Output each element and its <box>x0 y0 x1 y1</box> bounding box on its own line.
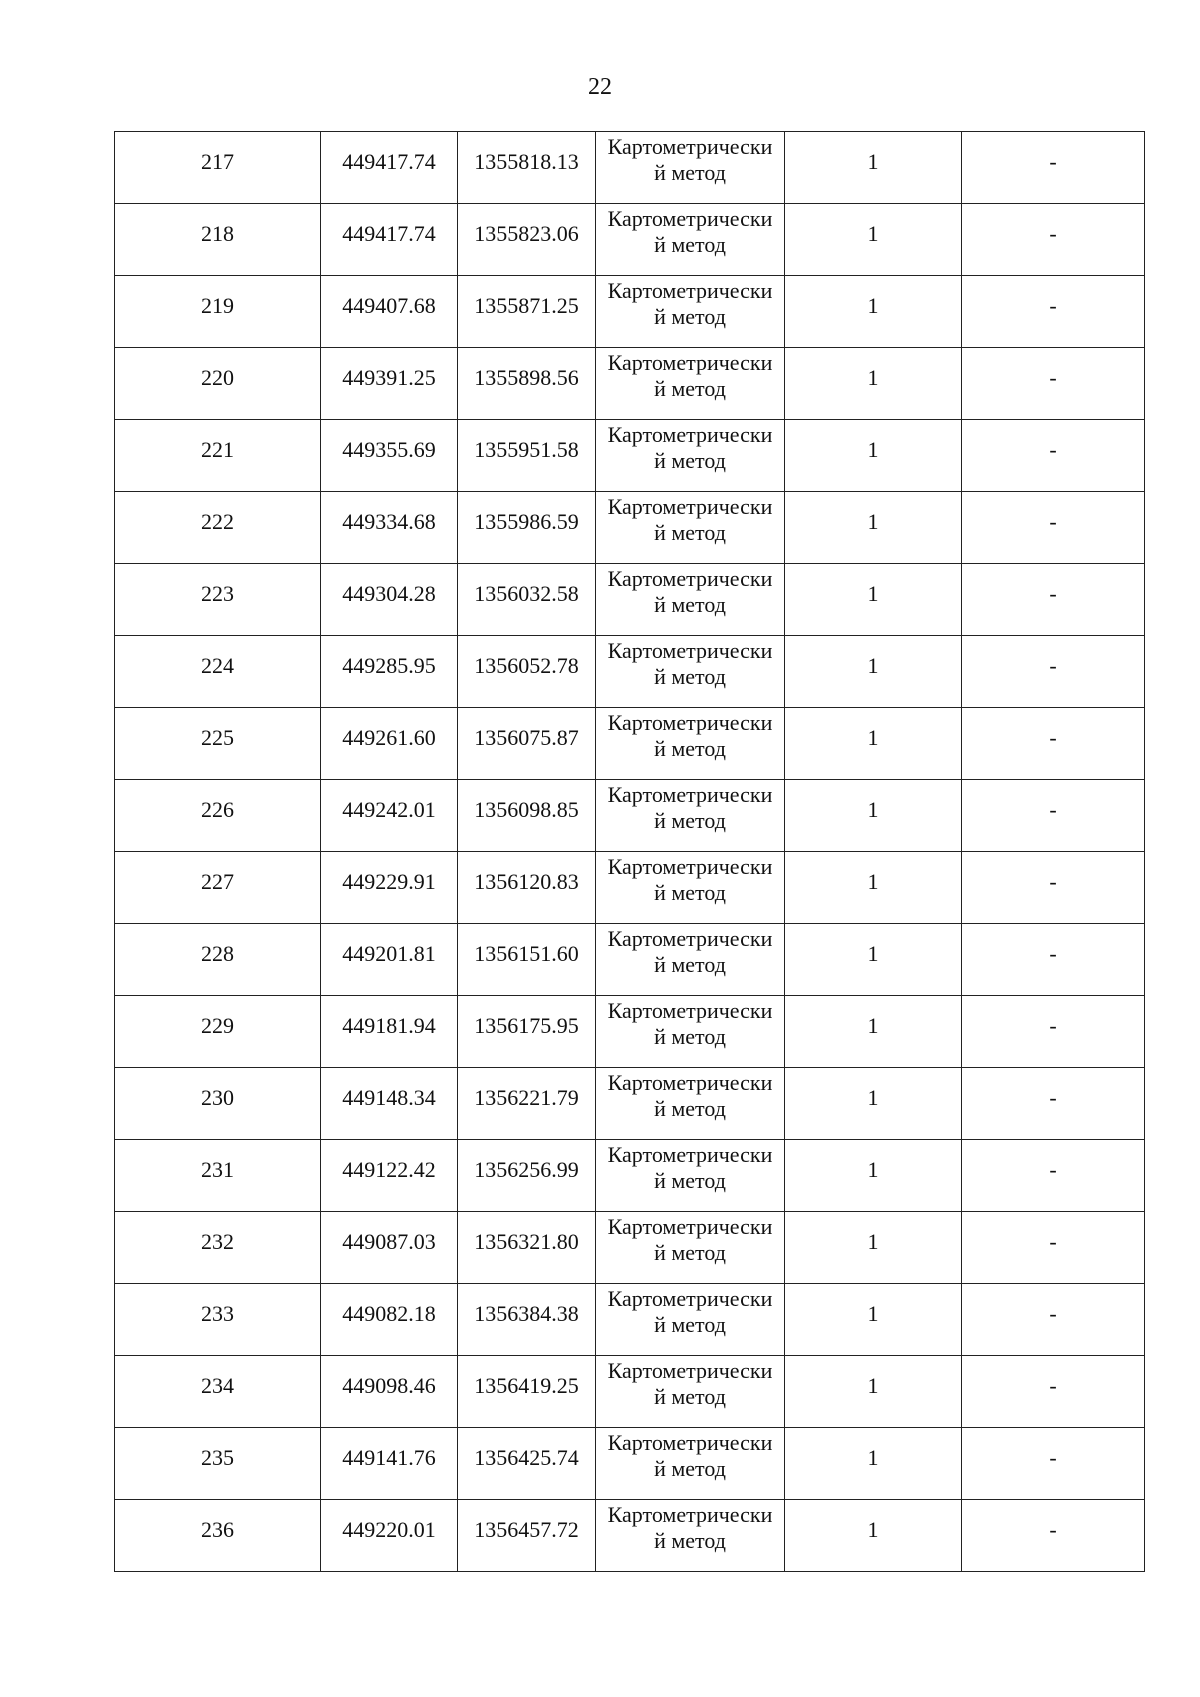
x-coordinate-cell <box>321 852 458 924</box>
method-text-line-1: Картометрически <box>607 1358 773 1383</box>
method-text-line-2: й метод <box>654 808 726 833</box>
accuracy-cell <box>785 1284 962 1356</box>
method-text-line-2: й метод <box>654 1240 726 1265</box>
method-cell <box>596 564 785 636</box>
description-cell <box>962 276 1145 348</box>
point-number-cell <box>115 1284 321 1356</box>
table-row <box>115 1212 1145 1284</box>
point-number-value: 229 <box>201 1013 234 1038</box>
x-coordinate-cell <box>321 564 458 636</box>
method-cell <box>596 1140 785 1212</box>
y-coordinate-cell <box>458 132 596 204</box>
y-coordinate-cell <box>458 780 596 852</box>
point-number-value: 219 <box>201 293 234 318</box>
method-text-line-2: й метод <box>654 1168 726 1193</box>
x-coordinate-cell <box>321 132 458 204</box>
point-number-value: 235 <box>201 1445 234 1470</box>
description-cell <box>962 996 1145 1068</box>
accuracy-value: 1 <box>867 365 879 390</box>
method-text-line-1: Картометрически <box>607 206 773 231</box>
table-row <box>115 492 1145 564</box>
accuracy-value: 1 <box>867 653 879 678</box>
description-cell <box>962 564 1145 636</box>
y-coordinate-value: 1356052.78 <box>474 653 579 678</box>
method-cell <box>596 204 785 276</box>
description-value: - <box>1049 1517 1057 1542</box>
accuracy-cell <box>785 276 962 348</box>
y-coordinate-cell <box>458 420 596 492</box>
description-value: - <box>1049 653 1057 678</box>
accuracy-cell <box>785 708 962 780</box>
description-value: - <box>1049 221 1057 246</box>
x-coordinate-value: 449220.01 <box>342 1517 436 1542</box>
description-cell <box>962 1500 1145 1572</box>
method-text-line-2: й метод <box>654 1384 726 1409</box>
accuracy-value: 1 <box>867 293 879 318</box>
method-text-line-1: Картометрически <box>607 1286 773 1311</box>
description-value: - <box>1049 1301 1057 1326</box>
x-coordinate-value: 449334.68 <box>342 509 436 534</box>
table-row <box>115 924 1145 996</box>
accuracy-cell <box>785 852 962 924</box>
y-coordinate-cell <box>458 1428 596 1500</box>
x-coordinate-value: 449391.25 <box>342 365 436 390</box>
description-value: - <box>1049 941 1057 966</box>
description-value: - <box>1049 1373 1057 1398</box>
point-number-cell <box>115 492 321 564</box>
table-row <box>115 132 1145 204</box>
accuracy-value: 1 <box>867 1301 879 1326</box>
table-row <box>115 1284 1145 1356</box>
description-value: - <box>1049 1445 1057 1470</box>
method-text-line-1: Картометрически <box>607 1214 773 1239</box>
x-coordinate-value: 449148.34 <box>342 1085 436 1110</box>
accuracy-value: 1 <box>867 1157 879 1182</box>
x-coordinate-cell <box>321 1356 458 1428</box>
y-coordinate-value: 1356075.87 <box>474 725 579 750</box>
method-cell <box>596 780 785 852</box>
point-number-value: 226 <box>201 797 234 822</box>
method-cell <box>596 276 785 348</box>
accuracy-value: 1 <box>867 437 879 462</box>
accuracy-cell <box>785 420 962 492</box>
point-number-value: 236 <box>201 1517 234 1542</box>
point-number-cell <box>115 1212 321 1284</box>
y-coordinate-cell <box>458 636 596 708</box>
description-cell <box>962 780 1145 852</box>
y-coordinate-value: 1356457.72 <box>474 1517 579 1542</box>
accuracy-cell <box>785 636 962 708</box>
description-value: - <box>1049 293 1057 318</box>
coordinates-table <box>114 131 1145 1572</box>
description-value: - <box>1049 1157 1057 1182</box>
y-coordinate-cell <box>458 1140 596 1212</box>
x-coordinate-cell <box>321 276 458 348</box>
method-text-line-2: й метод <box>654 160 726 185</box>
description-cell <box>962 132 1145 204</box>
table-row <box>115 1068 1145 1140</box>
description-value: - <box>1049 581 1057 606</box>
table-row <box>115 1356 1145 1428</box>
description-cell <box>962 852 1145 924</box>
accuracy-value: 1 <box>867 1373 879 1398</box>
x-coordinate-value: 449242.01 <box>342 797 436 822</box>
description-value: - <box>1049 869 1057 894</box>
method-text-line-1: Картометрически <box>607 422 773 447</box>
method-text-line-2: й метод <box>654 304 726 329</box>
accuracy-value: 1 <box>867 581 879 606</box>
y-coordinate-value: 1355986.59 <box>474 509 579 534</box>
point-number-cell <box>115 420 321 492</box>
method-cell <box>596 492 785 564</box>
description-value: - <box>1049 365 1057 390</box>
accuracy-cell <box>785 204 962 276</box>
method-text-line-2: й метод <box>654 376 726 401</box>
x-coordinate-value: 449098.46 <box>342 1373 436 1398</box>
table-row <box>115 1140 1145 1212</box>
accuracy-value: 1 <box>867 869 879 894</box>
accuracy-cell <box>785 1356 962 1428</box>
point-number-cell <box>115 996 321 1068</box>
y-coordinate-value: 1356175.95 <box>474 1013 579 1038</box>
accuracy-value: 1 <box>867 1517 879 1542</box>
method-cell <box>596 132 785 204</box>
description-value: - <box>1049 509 1057 534</box>
description-cell <box>962 1284 1145 1356</box>
accuracy-value: 1 <box>867 221 879 246</box>
method-text-line-1: Картометрически <box>607 1502 773 1527</box>
x-coordinate-cell <box>321 1212 458 1284</box>
x-coordinate-value: 449407.68 <box>342 293 436 318</box>
point-number-value: 217 <box>201 149 234 174</box>
method-text-line-2: й метод <box>654 232 726 257</box>
point-number-value: 232 <box>201 1229 234 1254</box>
table-row <box>115 420 1145 492</box>
table-body <box>115 132 1145 1572</box>
description-cell <box>962 1428 1145 1500</box>
y-coordinate-cell <box>458 1284 596 1356</box>
description-cell <box>962 1356 1145 1428</box>
x-coordinate-value: 449285.95 <box>342 653 436 678</box>
method-text-line-2: й метод <box>654 736 726 761</box>
point-number-cell <box>115 132 321 204</box>
point-number-value: 223 <box>201 581 234 606</box>
method-text-line-2: й метод <box>654 952 726 977</box>
method-text-line-2: й метод <box>654 1024 726 1049</box>
x-coordinate-value: 449261.60 <box>342 725 436 750</box>
y-coordinate-cell <box>458 492 596 564</box>
method-text-line-1: Картометрически <box>607 998 773 1023</box>
point-number-cell <box>115 780 321 852</box>
y-coordinate-value: 1356321.80 <box>474 1229 579 1254</box>
x-coordinate-value: 449355.69 <box>342 437 436 462</box>
x-coordinate-cell <box>321 204 458 276</box>
accuracy-value: 1 <box>867 1445 879 1470</box>
description-cell <box>962 924 1145 996</box>
description-cell <box>962 204 1145 276</box>
description-cell <box>962 1140 1145 1212</box>
accuracy-cell <box>785 348 962 420</box>
accuracy-value: 1 <box>867 797 879 822</box>
point-number-cell <box>115 1356 321 1428</box>
y-coordinate-value: 1356425.74 <box>474 1445 579 1470</box>
description-value: - <box>1049 797 1057 822</box>
accuracy-cell <box>785 1500 962 1572</box>
y-coordinate-value: 1356151.60 <box>474 941 579 966</box>
method-cell <box>596 1284 785 1356</box>
description-cell <box>962 348 1145 420</box>
x-coordinate-value: 449417.74 <box>342 221 436 246</box>
method-cell <box>596 1356 785 1428</box>
table-row <box>115 348 1145 420</box>
method-text-line-2: й метод <box>654 592 726 617</box>
y-coordinate-cell <box>458 996 596 1068</box>
x-coordinate-cell <box>321 1500 458 1572</box>
table-row <box>115 1428 1145 1500</box>
x-coordinate-value: 449417.74 <box>342 149 436 174</box>
accuracy-cell <box>785 564 962 636</box>
method-text-line-2: й метод <box>654 520 726 545</box>
accuracy-cell <box>785 1212 962 1284</box>
y-coordinate-value: 1356120.83 <box>474 869 579 894</box>
y-coordinate-cell <box>458 564 596 636</box>
method-text-line-1: Картометрически <box>607 782 773 807</box>
x-coordinate-cell <box>321 348 458 420</box>
y-coordinate-value: 1356419.25 <box>474 1373 579 1398</box>
accuracy-value: 1 <box>867 509 879 534</box>
x-coordinate-cell <box>321 996 458 1068</box>
x-coordinate-cell <box>321 1068 458 1140</box>
point-number-cell <box>115 852 321 924</box>
x-coordinate-value: 449141.76 <box>342 1445 436 1470</box>
accuracy-cell <box>785 1068 962 1140</box>
accuracy-value: 1 <box>867 1085 879 1110</box>
point-number-cell <box>115 1068 321 1140</box>
method-text-line-1: Картометрически <box>607 1142 773 1167</box>
y-coordinate-cell <box>458 276 596 348</box>
table-row <box>115 636 1145 708</box>
point-number-value: 221 <box>201 437 234 462</box>
point-number-cell <box>115 708 321 780</box>
x-coordinate-value: 449304.28 <box>342 581 436 606</box>
method-cell <box>596 420 785 492</box>
y-coordinate-cell <box>458 1500 596 1572</box>
accuracy-cell <box>785 924 962 996</box>
method-text-line-2: й метод <box>654 880 726 905</box>
accuracy-value: 1 <box>867 941 879 966</box>
point-number-value: 222 <box>201 509 234 534</box>
description-value: - <box>1049 437 1057 462</box>
point-number-value: 230 <box>201 1085 234 1110</box>
x-coordinate-cell <box>321 1140 458 1212</box>
y-coordinate-value: 1356256.99 <box>474 1157 579 1182</box>
point-number-value: 231 <box>201 1157 234 1182</box>
point-number-cell <box>115 204 321 276</box>
method-cell <box>596 1212 785 1284</box>
method-cell <box>596 1500 785 1572</box>
method-text-line-1: Картометрически <box>607 926 773 951</box>
description-cell <box>962 420 1145 492</box>
point-number-cell <box>115 1140 321 1212</box>
description-value: - <box>1049 149 1057 174</box>
point-number-cell <box>115 924 321 996</box>
point-number-value: 233 <box>201 1301 234 1326</box>
point-number-value: 225 <box>201 725 234 750</box>
x-coordinate-cell <box>321 492 458 564</box>
x-coordinate-value: 449122.42 <box>342 1157 436 1182</box>
y-coordinate-cell <box>458 1356 596 1428</box>
point-number-value: 227 <box>201 869 234 894</box>
point-number-value: 224 <box>201 653 234 678</box>
description-value: - <box>1049 1229 1057 1254</box>
method-text-line-1: Картометрически <box>607 494 773 519</box>
method-text-line-2: й метод <box>654 664 726 689</box>
method-text-line-2: й метод <box>654 1456 726 1481</box>
method-cell <box>596 1428 785 1500</box>
point-number-cell <box>115 276 321 348</box>
point-number-value: 218 <box>201 221 234 246</box>
x-coordinate-value: 449082.18 <box>342 1301 436 1326</box>
table-row <box>115 852 1145 924</box>
y-coordinate-value: 1355818.13 <box>474 149 579 174</box>
page-number: 22 <box>588 74 612 100</box>
table-row <box>115 996 1145 1068</box>
y-coordinate-value: 1355898.56 <box>474 365 579 390</box>
accuracy-cell <box>785 492 962 564</box>
table-row <box>115 204 1145 276</box>
y-coordinate-cell <box>458 852 596 924</box>
description-value: - <box>1049 1085 1057 1110</box>
point-number-value: 228 <box>201 941 234 966</box>
table-row <box>115 708 1145 780</box>
method-text-line-2: й метод <box>654 448 726 473</box>
x-coordinate-cell <box>321 924 458 996</box>
method-text-line-1: Картометрически <box>607 710 773 735</box>
method-text-line-1: Картометрически <box>607 1430 773 1455</box>
accuracy-cell <box>785 132 962 204</box>
accuracy-cell <box>785 996 962 1068</box>
method-text-line-1: Картометрически <box>607 638 773 663</box>
point-number-cell <box>115 636 321 708</box>
y-coordinate-value: 1355823.06 <box>474 221 579 246</box>
description-cell <box>962 708 1145 780</box>
x-coordinate-value: 449229.91 <box>342 869 436 894</box>
accuracy-value: 1 <box>867 1013 879 1038</box>
accuracy-cell <box>785 1428 962 1500</box>
method-text-line-1: Картометрически <box>607 566 773 591</box>
point-number-cell <box>115 564 321 636</box>
y-coordinate-value: 1356221.79 <box>474 1085 579 1110</box>
y-coordinate-value: 1356032.58 <box>474 581 579 606</box>
point-number-cell <box>115 348 321 420</box>
x-coordinate-value: 449201.81 <box>342 941 436 966</box>
method-text-line-1: Картометрически <box>607 278 773 303</box>
y-coordinate-cell <box>458 1212 596 1284</box>
accuracy-value: 1 <box>867 149 879 174</box>
y-coordinate-cell <box>458 708 596 780</box>
table-row <box>115 564 1145 636</box>
accuracy-value: 1 <box>867 1229 879 1254</box>
x-coordinate-value: 449181.94 <box>342 1013 436 1038</box>
method-text-line-1: Картометрически <box>607 134 773 159</box>
table-row <box>115 1500 1145 1572</box>
method-cell <box>596 1068 785 1140</box>
y-coordinate-cell <box>458 924 596 996</box>
description-cell <box>962 1068 1145 1140</box>
method-text-line-2: й метод <box>654 1096 726 1121</box>
x-coordinate-cell <box>321 636 458 708</box>
x-coordinate-cell <box>321 780 458 852</box>
point-number-cell <box>115 1428 321 1500</box>
method-text-line-1: Картометрически <box>607 1070 773 1095</box>
method-cell <box>596 996 785 1068</box>
x-coordinate-cell <box>321 1284 458 1356</box>
method-cell <box>596 636 785 708</box>
method-cell <box>596 924 785 996</box>
x-coordinate-cell <box>321 420 458 492</box>
description-cell <box>962 492 1145 564</box>
method-cell <box>596 348 785 420</box>
method-cell <box>596 708 785 780</box>
accuracy-value: 1 <box>867 725 879 750</box>
description-cell <box>962 1212 1145 1284</box>
y-coordinate-value: 1356384.38 <box>474 1301 579 1326</box>
point-number-value: 234 <box>201 1373 234 1398</box>
method-text-line-2: й метод <box>654 1312 726 1337</box>
point-number-cell <box>115 1500 321 1572</box>
table-row <box>115 780 1145 852</box>
accuracy-cell <box>785 1140 962 1212</box>
description-value: - <box>1049 1013 1057 1038</box>
method-cell <box>596 852 785 924</box>
point-number-value: 220 <box>201 365 234 390</box>
y-coordinate-value: 1356098.85 <box>474 797 579 822</box>
y-coordinate-cell <box>458 348 596 420</box>
y-coordinate-value: 1355871.25 <box>474 293 579 318</box>
x-coordinate-cell <box>321 708 458 780</box>
method-text-line-1: Картометрически <box>607 854 773 879</box>
y-coordinate-value: 1355951.58 <box>474 437 579 462</box>
x-coordinate-value: 449087.03 <box>342 1229 436 1254</box>
description-cell <box>962 636 1145 708</box>
y-coordinate-cell <box>458 1068 596 1140</box>
description-value: - <box>1049 725 1057 750</box>
x-coordinate-cell <box>321 1428 458 1500</box>
method-text-line-1: Картометрически <box>607 350 773 375</box>
accuracy-cell <box>785 780 962 852</box>
y-coordinate-cell <box>458 204 596 276</box>
table-row <box>115 276 1145 348</box>
method-text-line-2: й метод <box>654 1528 726 1553</box>
